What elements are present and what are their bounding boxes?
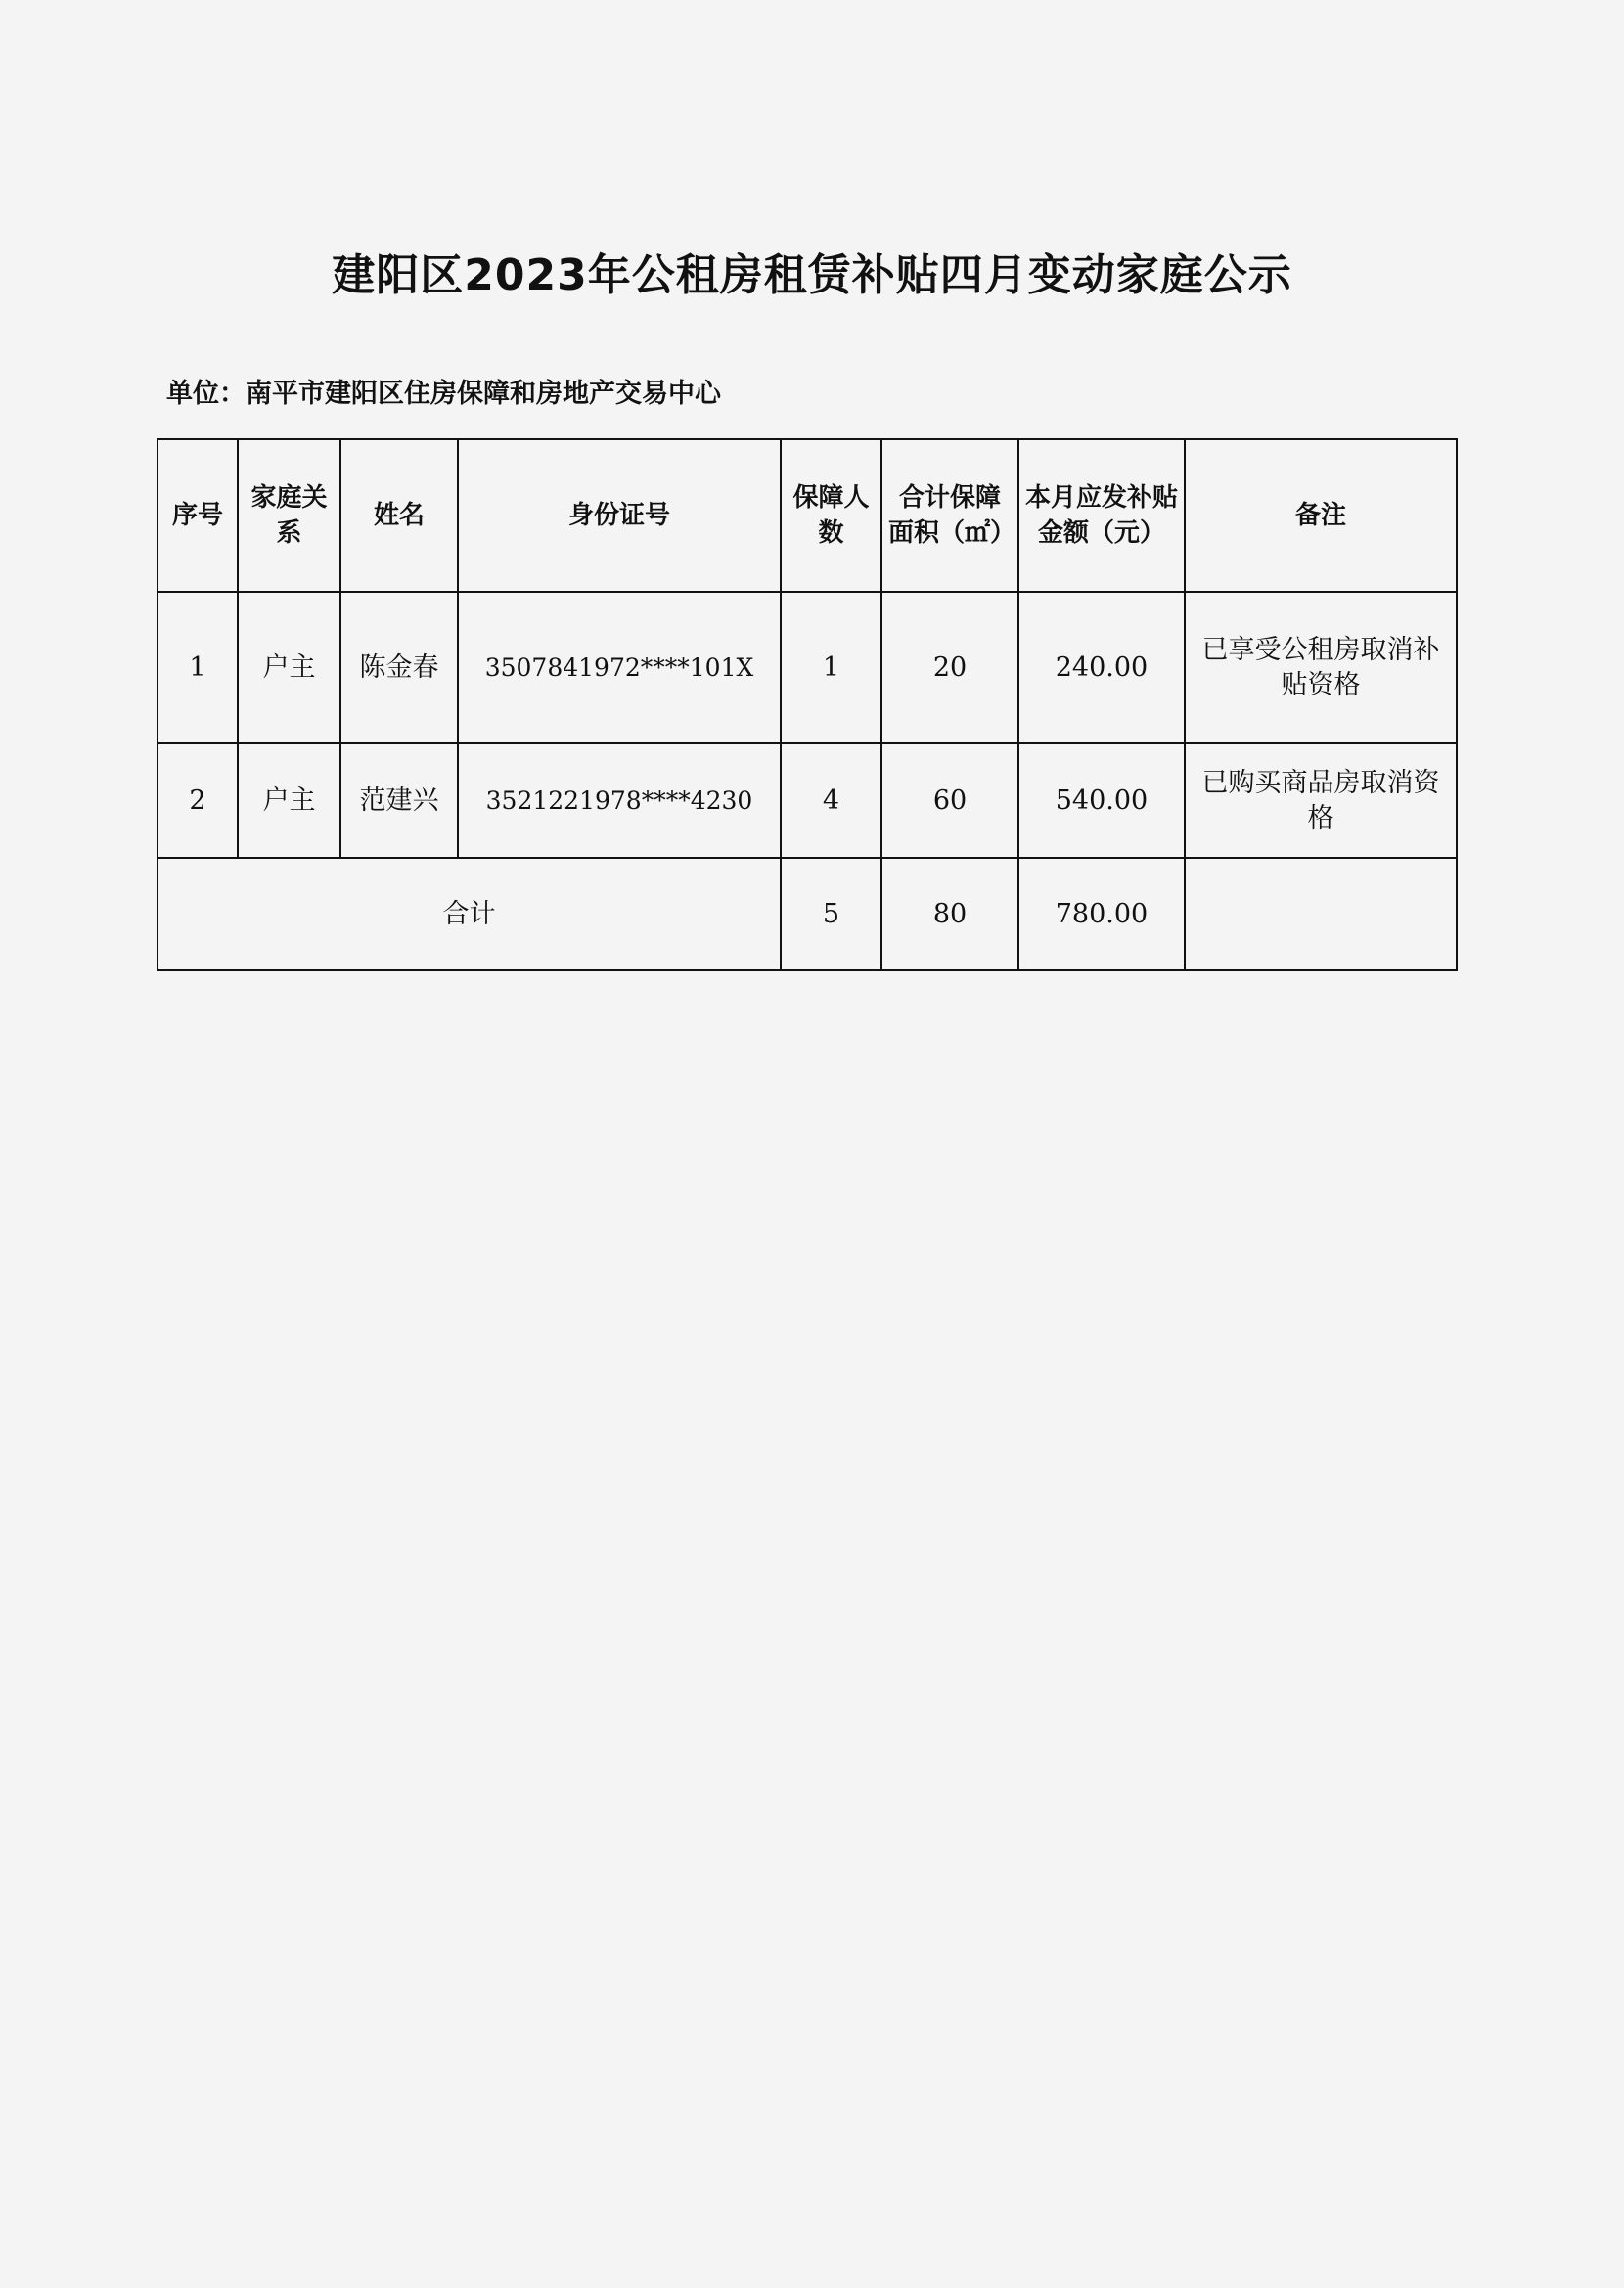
cell-id-number: 3507841972****101X: [458, 592, 781, 743]
total-amount: 780.00: [1018, 858, 1185, 970]
header-seq: 序号: [158, 439, 238, 592]
cell-name: 范建兴: [340, 743, 458, 858]
header-area: 合计保障面积（㎡）: [881, 439, 1018, 592]
table-row: [158, 743, 1457, 858]
header-remark: 备注: [1185, 439, 1457, 592]
cell-amount: 240.00: [1018, 592, 1185, 743]
page-title: 建阳区2023年公租房租赁补贴四月变动家庭公示: [332, 250, 1292, 300]
cell-persons: 1: [781, 592, 881, 743]
subsidy-table: [157, 438, 1458, 971]
cell-id-number: 3521221978****4230: [458, 743, 781, 858]
header-amount: 本月应发补贴金额（元）: [1018, 439, 1185, 592]
cell-name: 陈金春: [340, 592, 458, 743]
cell-remark: 已购买商品房取消资格: [1185, 743, 1457, 858]
header-relation: 家庭关系: [238, 439, 340, 592]
cell-area: 60: [881, 743, 1018, 858]
cell-relation: 户主: [238, 743, 340, 858]
cell-seq: 1: [158, 592, 238, 743]
header-name: 姓名: [340, 439, 458, 592]
header-persons: 保障人数: [781, 439, 881, 592]
table-row: [158, 592, 1457, 743]
total-label: 合计: [158, 858, 781, 970]
cell-area: 20: [881, 592, 1018, 743]
cell-persons: 4: [781, 743, 881, 858]
unit-line: 单位：南平市建阳区住房保障和房地产交易中心: [166, 379, 721, 409]
cell-relation: 户主: [238, 592, 340, 743]
table-header-row: [158, 439, 1457, 592]
total-row: [158, 858, 1457, 970]
cell-remark: 已享受公租房取消补贴资格: [1185, 592, 1457, 743]
header-id-number: 身份证号: [458, 439, 781, 592]
total-remark: [1185, 858, 1457, 970]
cell-amount: 540.00: [1018, 743, 1185, 858]
total-persons: 5: [781, 858, 881, 970]
cell-seq: 2: [158, 743, 238, 858]
total-area: 80: [881, 858, 1018, 970]
